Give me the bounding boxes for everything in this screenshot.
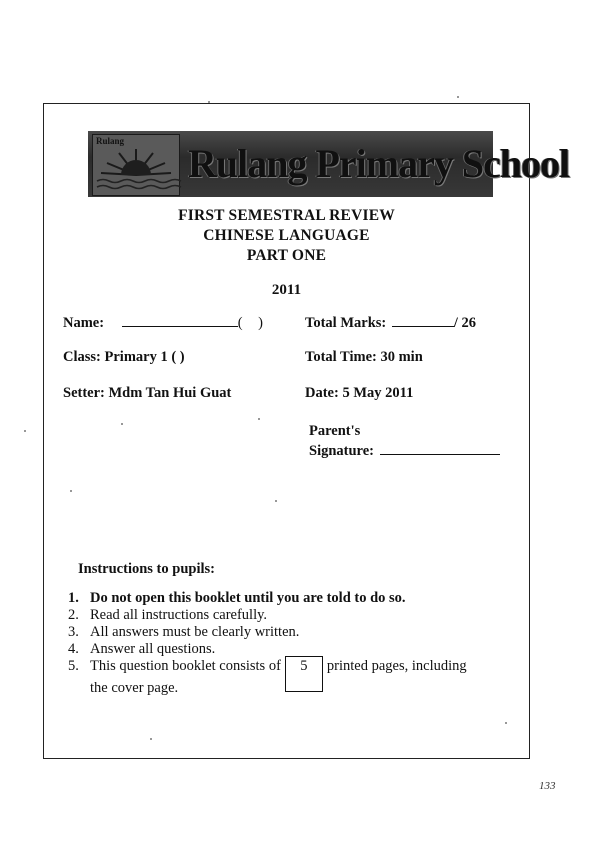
school-banner <box>88 131 570 197</box>
total-time-field <box>305 349 423 366</box>
subject-title: CHINESE LANGUAGE <box>203 227 370 244</box>
instruction-text: Read all instructions carefully. <box>90 607 268 623</box>
scan-speck <box>70 490 72 492</box>
scan-speck <box>505 722 507 724</box>
name-label: Name: <box>63 315 105 331</box>
index-paren-close: ) <box>258 315 264 331</box>
date-field <box>305 385 413 402</box>
instruction-text: All answers must be clearly written. <box>90 624 300 640</box>
scan-speck <box>258 418 260 420</box>
scan-speck <box>121 423 123 425</box>
scan-speck <box>457 96 459 98</box>
page-count-box: 5 <box>285 656 323 692</box>
scan-speck <box>208 101 210 103</box>
parent-signature-label: Signature: <box>309 443 374 459</box>
setter-label: Setter: <box>63 385 105 401</box>
scan-speck <box>24 430 26 432</box>
instruction-number: 5. <box>68 658 79 674</box>
instruction-text: This question booklet consists of <box>90 658 281 674</box>
page-number: 133 <box>539 780 556 792</box>
setter-value: Mdm Tan Hui Guat <box>108 385 232 401</box>
instructions-list <box>68 590 528 692</box>
instruction-item <box>68 607 528 624</box>
scan-speck <box>150 738 152 740</box>
class-label: Class: <box>63 349 101 365</box>
name-blank[interactable] <box>122 314 238 327</box>
instruction-text: Do not open this booklet until you are told to do so. <box>90 590 406 606</box>
exam-title: FIRST SEMESTRAL REVIEW <box>178 207 395 224</box>
total-time-value: 30 min <box>380 349 423 365</box>
date-label: Date: <box>305 385 339 401</box>
total-marks-label: Total Marks: <box>305 315 387 331</box>
instruction-number: 3. <box>68 624 79 640</box>
class-value: Primary 1 ( ) <box>104 349 185 365</box>
instruction-continuation: the cover page. <box>90 680 179 696</box>
school-logo <box>92 134 180 196</box>
parent-label-line1: Parent's <box>309 423 361 439</box>
instruction-number: 1. <box>68 590 79 606</box>
date-value: 5 May 2011 <box>342 385 414 401</box>
parent-signature-field <box>309 442 500 460</box>
scan-speck <box>275 500 277 502</box>
parent-signature-blank[interactable] <box>380 442 500 455</box>
instruction-number: 4. <box>68 641 79 657</box>
total-marks-suffix: / 26 <box>453 315 477 331</box>
setter-field <box>63 385 231 402</box>
total-marks-field <box>305 314 476 332</box>
class-field <box>63 349 185 366</box>
name-field <box>63 314 263 332</box>
instructions-title: Instructions to pupils: <box>78 561 215 577</box>
total-time-label: Total Time: <box>305 349 377 365</box>
total-marks-blank[interactable] <box>392 314 454 327</box>
instruction-item <box>68 590 528 607</box>
index-paren-open: ( <box>237 315 243 331</box>
logo-text: Rulang <box>96 136 125 146</box>
instruction-number: 2. <box>68 607 79 623</box>
instruction-item <box>68 624 528 641</box>
school-name: Rulang Primary School <box>188 141 570 186</box>
instruction-text-after: printed pages, including <box>326 658 467 674</box>
exam-year: 2011 <box>271 282 302 298</box>
instruction-text: Answer all questions. <box>90 641 216 657</box>
part-title: PART ONE <box>246 247 327 264</box>
